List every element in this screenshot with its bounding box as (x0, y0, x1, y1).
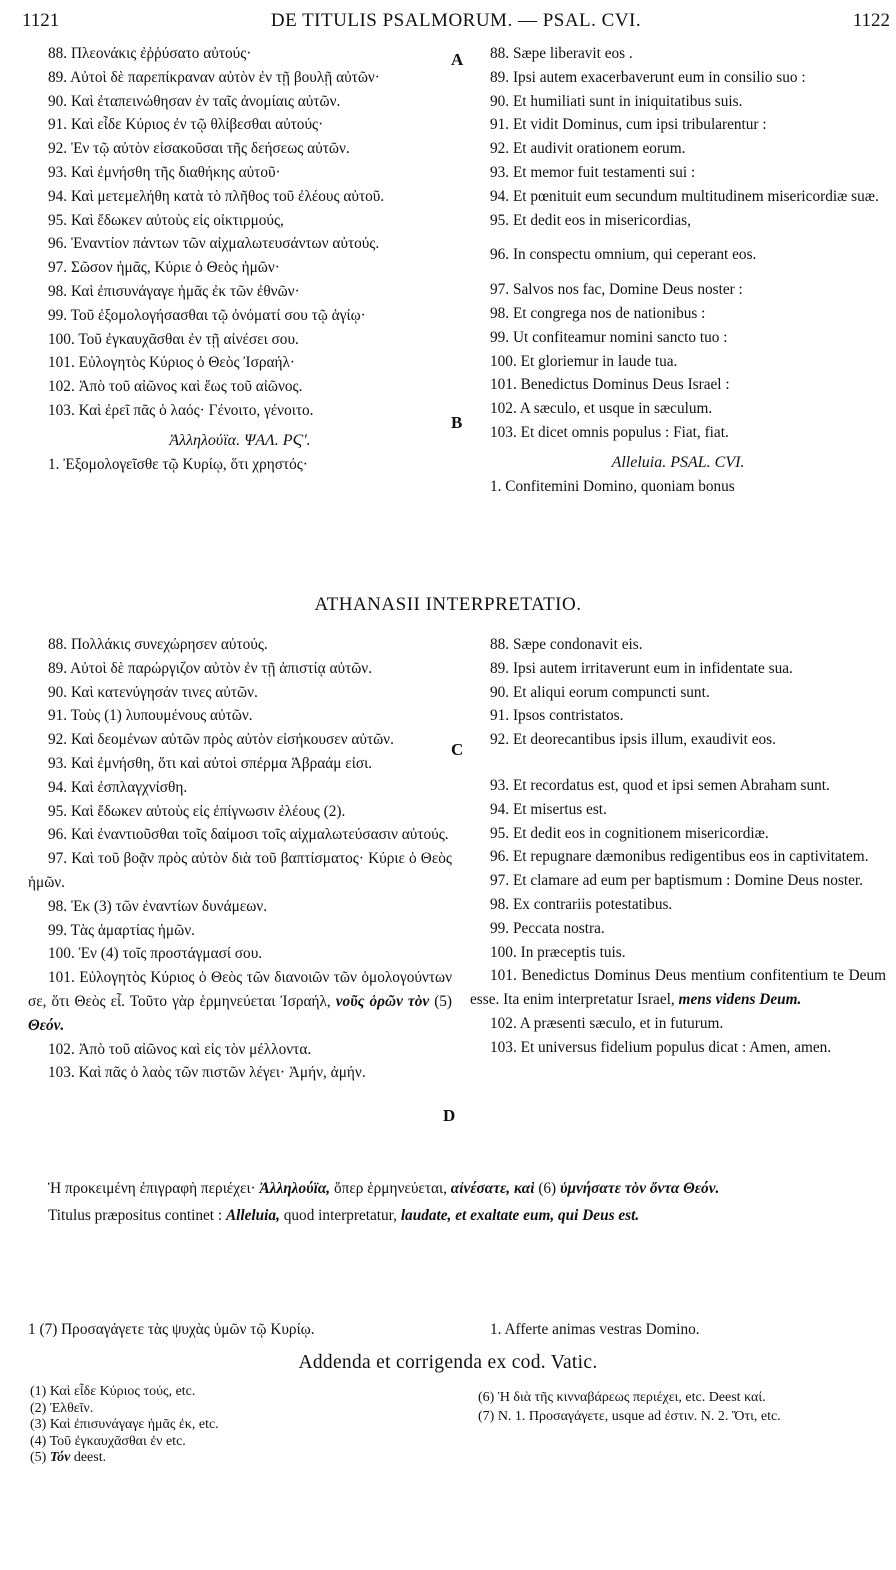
inscription-emphasis: laudate, et exaltate eum, qui Deus est. (400, 1207, 640, 1224)
verse: 99. Peccata nostra. (490, 919, 605, 937)
inscription (28, 1177, 884, 1227)
note-emphasis: Τόν (49, 1450, 71, 1465)
margin-letter-d: D (443, 1106, 456, 1125)
verse: 102. A præsenti sæculo, et in futurum. (490, 1014, 724, 1032)
note-ref: (6) (538, 1180, 557, 1197)
verse: 88. Sæpe condonavit eis. (490, 636, 643, 653)
verse: 103. Καὶ πᾶς ὁ λαὸς τῶν πιστῶν λέγει· Ἀμήν, ἀμήν. (48, 1064, 366, 1082)
verse: 94. Καὶ μετεμελήθη κατὰ τὸ πλῆθος τοῦ ἐλέους αὐτοῦ. (48, 187, 385, 205)
verse: 99. Ut confiteamur nomini sancto tuo : (490, 328, 728, 346)
verse: 96. Et repugnare dæmonibus redigentibus eos in captivitatem. (490, 848, 869, 866)
verse: 99. Τὰς ἁμαρτίας ἡμῶν. (48, 921, 195, 939)
final-verse-greek (28, 1318, 452, 1342)
inscription-greek (28, 1177, 884, 1200)
top-latin-column (470, 42, 886, 498)
verse: 92. Καὶ δεομένων αὐτῶν πρὸς αὐτὸν εἰσήκουσεν αὐτῶν. (48, 731, 394, 749)
verse: 97. Καὶ τοῦ βοᾷν πρὸς αὐτὸν διὰ τοῦ βαπτίσματος· Κύριε ὁ Θεὸς ἡμῶν. (28, 850, 452, 891)
verse: 88. Πλεονάκις ἐῤῥύσατο αὐτούς· (48, 45, 252, 62)
verse: 103. Καὶ ἐρεῖ πᾶς ὁ λαός· Γένοιτο, γένοιτο. (48, 401, 314, 419)
addenda-note: (7) N. 1. Προσαγάγετε, usque ad ἐστιν. N. 2. Ὅτι, etc. (478, 1408, 781, 1424)
verse: 103. Et dicet omnis populus : Fiat, fiat. (490, 423, 729, 441)
verse: 93. Καὶ ἐμνήσθη τῆς διαθήκης αὐτοῦ· (48, 163, 281, 181)
running-title: DE TITULIS PSALMORUM. — PSAL. CVI. (270, 10, 642, 31)
verse-emphasis: νοῦς ὁρῶν τὸν (335, 992, 430, 1010)
verse: 95. Καὶ ἔδωκεν αὐτοὺς εἰς οἰκτιρμούς, (48, 211, 284, 229)
verse: 94. Καὶ ἐσπλαγχνίσθη. (48, 778, 188, 796)
verse: 96. Ἐναντίον πάντων τῶν αἰχμαλωτευσάντων αὐτούς. (48, 235, 380, 253)
verse: 99. Τοῦ ἐξομολογήσασθαι τῷ ὀνόματί σου τῷ ἁγίῳ· (48, 306, 366, 324)
margin-letter-b: B (451, 413, 463, 432)
verse: 95. Et dedit eos in misericordias, (490, 211, 691, 229)
addenda-left (30, 1384, 450, 1467)
addenda-note (30, 1450, 450, 1467)
verse: 97. Σῶσον ἡμᾶς, Κύριε ὁ Θεὸς ἡμῶν· (48, 259, 280, 277)
verse: 98. Et congrega nos de nationibus : (490, 304, 706, 322)
note-ref: (5) (30, 1450, 47, 1465)
top-greek-column (28, 42, 452, 476)
verse: 90. Καὶ κατενύγησάν τινες αὐτῶν. (48, 683, 258, 701)
inscription-latin (28, 1204, 884, 1227)
verse-text: 101. Εὐλογητὸς Κύριος ὁ Θεὸς τῶν διανοιῶν τῶν ὁμολογούντων σε, ὅτι Θεὸς εἶ. Τοῦτο γὰρ ἑρμηνεύεται Ἰσραήλ, (28, 969, 452, 1010)
verse: 103. Et universus fidelium populus dicat : Amen, amen. (490, 1038, 832, 1056)
verse-emphasis: mens videns Deum. (678, 991, 802, 1009)
verse: 95. Et dedit eos in cognitionem misericordiæ. (490, 824, 769, 842)
verse: 94. Et pœnituit eum secundum multitudinem misericordiæ suæ. (490, 187, 879, 205)
athanasius-latin-column (470, 633, 886, 1060)
verse: 88. Sæpe liberavit eos . (490, 45, 633, 62)
verse: 100. Et gloriemur in laude tua. (490, 352, 678, 370)
verse: 100. In præceptis tuis. (490, 943, 626, 961)
verse: 96. In conspectu omnium, qui ceperant eos. (490, 246, 757, 264)
verse-101 (470, 964, 886, 1012)
psalm-title-greek: Ἀλληλούϊα. ΨΑΛ. ΡϚ'. (169, 431, 311, 449)
verse: 1. Confitemini Domino, quoniam bonus (490, 477, 735, 495)
verse: 98. Ex contrariis potestatibus. (490, 895, 673, 913)
final-verse-latin (470, 1318, 886, 1342)
addenda-right (468, 1390, 884, 1425)
verse-text: 101. Benedictus Dominus Deus mentium confitentium te Deum esse. Ita enim interpretatur Israel, (470, 967, 886, 1009)
verse: 89. Αὐτοὶ δὲ παρεπίκραναν αὐτὸν ἐν τῇ βουλῇ αὐτῶν· (48, 68, 380, 86)
verse: 88. Πολλάκις συνεχώρησεν αὐτούς. (48, 636, 268, 653)
verse: 92. Et deorecantibus ipsis illum, exaudivit eos. (490, 731, 776, 749)
verse: 90. Καὶ ἐταπεινώθησαν ἐν ταῖς ἀνομίαις αὐτῶν. (48, 92, 341, 110)
verse: 97. Salvos nos fac, Domine Deus noster : (490, 281, 743, 299)
addenda-title: Addenda et corrigenda ex cod. Vatic. (298, 1352, 598, 1373)
verse: 91. Τοὺς (1) λυπουμένους αὐτῶν. (48, 707, 253, 725)
note-text: deest. (73, 1450, 107, 1465)
verse: 90. Et humiliati sunt in iniquitatibus suis. (490, 92, 743, 110)
verse: 100. Ἐν (4) τοῖς προστάγμασί σου. (48, 945, 263, 963)
verse: 1 (7) Προσαγάγετε τὰς ψυχὰς ὑμῶν τῷ Κυρίῳ. (28, 1321, 315, 1338)
verse: 94. Et misertus est. (490, 800, 607, 818)
verse: 101. Εὐλογητὸς Κύριος ὁ Θεὸς Ἰσραήλ· (48, 354, 295, 372)
verse: 89. Ipsi autem exacerbaverunt eum in consilio suo : (490, 68, 806, 86)
verse: 98. Καὶ ἐπισυνάγαγε ἡμᾶς ἐκ τῶν ἐθνῶν· (48, 282, 300, 300)
page-number-right: 1122 (852, 10, 890, 31)
verse: 93. Et memor fuit testamenti sui : (490, 163, 696, 181)
verse: 100. Τοῦ ἐγκαυχᾶσθαι ἐν τῇ αἰνέσει σου. (48, 330, 299, 348)
margin-letter-a: A (451, 50, 464, 69)
verse: 1. Ἐξομολογεῖσθε τῷ Κυρίῳ, ὅτι χρηστός· (48, 455, 308, 473)
inscription-text: quod interpretatur, (283, 1207, 397, 1224)
inscription-emphasis: Ἀλληλούϊα, (259, 1180, 331, 1197)
addenda-note: (3) Καὶ ἐπισυνάγαγε ἡμᾶς ἐκ, etc. (30, 1417, 219, 1432)
verse: 90. Et aliqui eorum compuncti sunt. (490, 683, 710, 701)
verse: 102. A sæculo, et usque in sæculum. (490, 400, 713, 418)
verse: 89. Ipsi autem irritaverunt eum in infidentate sua. (490, 659, 793, 677)
verse: 102. Ἀπὸ τοῦ αἰῶνος καὶ εἰς τὸν μέλλοντα. (48, 1040, 312, 1058)
verse: 91. Et vidit Dominus, cum ipsi tribularentur : (490, 116, 767, 134)
addenda-note: (6) Ἡ διὰ τῆς κινναβάρεως περιέχει, etc. Deest καί. (478, 1390, 766, 1405)
verse: 91. Καὶ εἶδε Κύριος ἐν τῷ θλίβεσθαι αὐτούς· (48, 116, 324, 134)
inscription-emphasis: ὑμνήσατε τὸν ὄντα Θεόν. (559, 1180, 720, 1197)
verse: 93. Et recordatus est, quod et ipsi semen Abraham sunt. (490, 776, 830, 794)
verse: 98. Ἐκ (3) τῶν ἐναντίων δυνάμεων. (48, 897, 268, 915)
inscription-text: Ἡ προκειμένη ἐπιγραφὴ περιέχει· (48, 1180, 256, 1197)
verse: 95. Καὶ ἔδωκεν αὐτοὺς εἰς ἐπίγνωσιν ἐλέους (2). (48, 802, 346, 820)
margin-letter-c: C (451, 740, 464, 759)
inscription-emphasis: αἰνέσατε, καὶ (450, 1180, 535, 1197)
verse: 97. Et clamare ad eum per baptismum : Domine Deus noster. (490, 872, 863, 890)
athanasius-greek-column (28, 633, 452, 1085)
inscription-text: Titulus præpositus continet : (48, 1207, 223, 1224)
inscription-emphasis: Alleluia, (225, 1207, 280, 1224)
verse: 92. Ἐν τῷ αὐτὸν εἰσακοῦσαι τῆς δεήσεως αὐτῶν. (48, 140, 350, 158)
verse: 92. Et audivit orationem eorum. (490, 140, 686, 158)
inscription-text: ὅπερ ἑρμηνεύεται, (333, 1180, 447, 1197)
note-ref: (5) (434, 992, 453, 1010)
addenda-note: (2) Ἐλθεῖν. (30, 1400, 94, 1416)
verse: 91. Ipsos contristatos. (490, 707, 624, 725)
addenda-note: (4) Τοῦ ἐγκαυχᾶσθαι ἐν etc. (30, 1433, 186, 1449)
verse: 96. Καὶ ἐναντιοῦσθαι τοῖς δαίμοσι τοῖς αἰχμαλωτεύσασιν αὐτούς. (48, 826, 449, 844)
verse: 101. Benedictus Dominus Deus Israel : (490, 376, 730, 394)
page-number-left: 1121 (22, 10, 60, 31)
verse: 89. Αὐτοὶ δὲ παρώργιζον αὐτὸν ἐν τῇ ἀπιστίᾳ αὐτῶν. (48, 659, 373, 677)
psalm-title-latin: Alleluia. PSAL. CVI. (611, 453, 745, 471)
section-title: ATHANASII INTERPRETATIO. (314, 594, 582, 615)
verse: 102. Ἀπὸ τοῦ αἰῶνος καὶ ἕως τοῦ αἰῶνος. (48, 378, 303, 396)
verse: 1. Afferte animas vestras Domino. (490, 1321, 700, 1338)
verse-emphasis: Θεόν. (28, 1016, 65, 1034)
verse: 93. Καὶ ἐμνήσθη, ὅτι καὶ αὐτοὶ σπέρμα Ἀβραάμ εἰσι. (48, 754, 373, 772)
verse-101 (28, 966, 452, 1037)
addenda-note: (1) Καὶ εἶδε Κύριος τούς, etc. (30, 1384, 196, 1399)
page-header (22, 10, 890, 40)
